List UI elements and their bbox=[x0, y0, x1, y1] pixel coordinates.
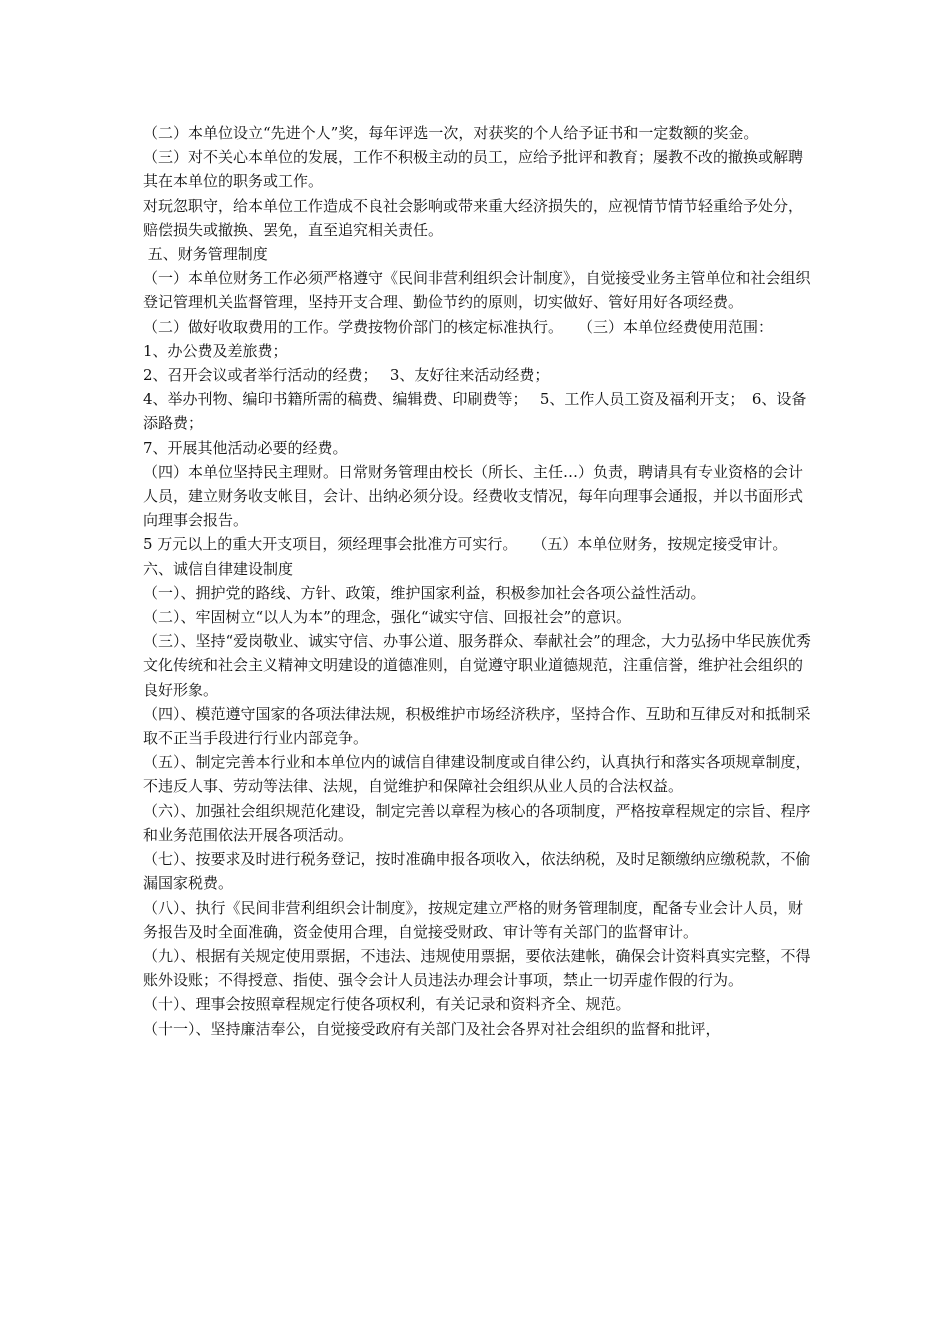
paragraph-finance-1: （一）本单位财务工作必须严格遵守《民间非营利组织会计制度》，自觉接受业务主管单位和社会组织登记管理机关监督管理，坚持开支合理、勤俭节约的原则，切实做好、管好用好各项经费。 bbox=[143, 269, 811, 312]
paragraph-finance-4: （四）本单位坚持民主理财。日常财务管理由校长（所长、主任…）负责，聘请具有专业资格的会计人员，建立财务收支帐目，会计、出纳必须分设。经费收支情况，每年向理事会通报，并以书面形式向理事会报告。 bbox=[143, 462, 804, 530]
paragraph-finance-5: 5 万元以上的重大开支项目，须经理事会批准方可实行。 （五）本单位财务，按规定接受审计。 bbox=[143, 535, 788, 554]
paragraph-integrity-11: （十一）、坚持廉洁奉公，自觉接受政府有关部门及社会各界对社会组织的监督和批评， bbox=[143, 1019, 721, 1038]
paragraph-negligence: 对玩忽职守，给本单位工作造成不良社会影响或带来重大经济损失的，应视情节情节轻重给予处分，赔偿损失或撤换、罢免，直至追究相关责任。 bbox=[143, 196, 804, 239]
paragraph-integrity-6: （六）、加强社会组织规范化建设，制定完善以章程为核心的各项制度，严格按章程规定的宗旨、程序和业务范围依法开展各项活动。 bbox=[143, 801, 811, 844]
paragraph-integrity-8: （八）、执行《民间非营利组织会计制度》，按规定建立严格的财务管理制度，配备专业会计人员，财务报告及时全面准确，资金使用合理，自觉接受财政、审计等有关部门的监督审计。 bbox=[143, 898, 804, 941]
paragraph-expense-item-7: 7、开展其他活动必要的经费。 bbox=[143, 438, 348, 457]
paragraph-finance-2-3: （二）做好收取费用的工作。学费按物价部门的核定标准执行。 （三）本单位经费使用范围： 1、办公费及差旅费； bbox=[143, 317, 811, 360]
paragraph-criticism: （三）对不关心本单位的发展，工作不积极主动的员工，应给予批评和教育；屡教不改的撤换或解聘其在本单位的职务或工作。 bbox=[143, 148, 804, 191]
paragraph-integrity-4: （四）、模范遵守国家的各项法律法规，积极维护市场经济秩序，坚持合作、互助和互律反对和抵制采取不正当手段进行行业内部竞争。 bbox=[143, 704, 811, 748]
paragraph-expense-items-4-6: 4、举办刊物、编印书籍所需的稿费、编辑费、印刷费等； 5、工作人员工资及福利开支； 6、设备添路费； bbox=[143, 390, 807, 433]
document-body bbox=[143, 121, 815, 1041]
paragraph-integrity-2: （二）、牢固树立“以人为本”的理念，强化“诚实守信、回报社会”的意识。 bbox=[143, 608, 632, 627]
section-heading-integrity: 六、诚信自律建设制度 bbox=[143, 559, 294, 578]
paragraph-integrity-5: （五）、制定完善本行业和本单位内的诚信自律建设制度或自律公约，认真执行和落实各项规章制度，不违反人事、劳动等法律、法规，自觉维护和保障社会组织从业人员的合法权益。 bbox=[143, 753, 811, 796]
paragraph-integrity-7: （七）、按要求及时进行税务登记，按时准确申报各项收入，依法纳税，及时足额缴纳应缴税款，不偷漏国家税费。 bbox=[143, 850, 811, 893]
paragraph-expense-items-2-3: 2、召开会议或者举行活动的经费； 3、友好往来活动经费； bbox=[143, 366, 550, 385]
paragraph-integrity-9: （九）、根据有关规定使用票据，不违法、违规使用票据，要依法建帐，确保会计资料真实完整，不得账外设账；不得授意、指使、强令会计人员违法办理会计事项，禁止一切弄虚作假的行为。 bbox=[143, 946, 811, 990]
paragraph-award-individual: （二）本单位设立“先进个人”奖，每年评选一次，对获奖的个人给予证书和一定数额的奖金。 bbox=[143, 124, 759, 142]
section-heading-finance: 五、财务管理制度 bbox=[143, 245, 268, 264]
paragraph-integrity-10: （十）、理事会按照章程规定行使各项权利，有关记录和资料齐全、规范。 bbox=[143, 995, 631, 1014]
paragraph-integrity-3: （三）、坚持“爱岗敬业、诚实守信、办事公道、服务群众、奉献社会”的理念，大力弘扬中华民族优秀文化传统和社会主义精神文明建设的道德准则，自觉遵守职业道德规范，注重信誉，维护社会组织的良好形象。 bbox=[143, 632, 811, 699]
paragraph-integrity-1: （一）、拥护党的路线、方针、政策，维护国家利益，积极参加社会各项公益性活动。 bbox=[143, 583, 706, 602]
